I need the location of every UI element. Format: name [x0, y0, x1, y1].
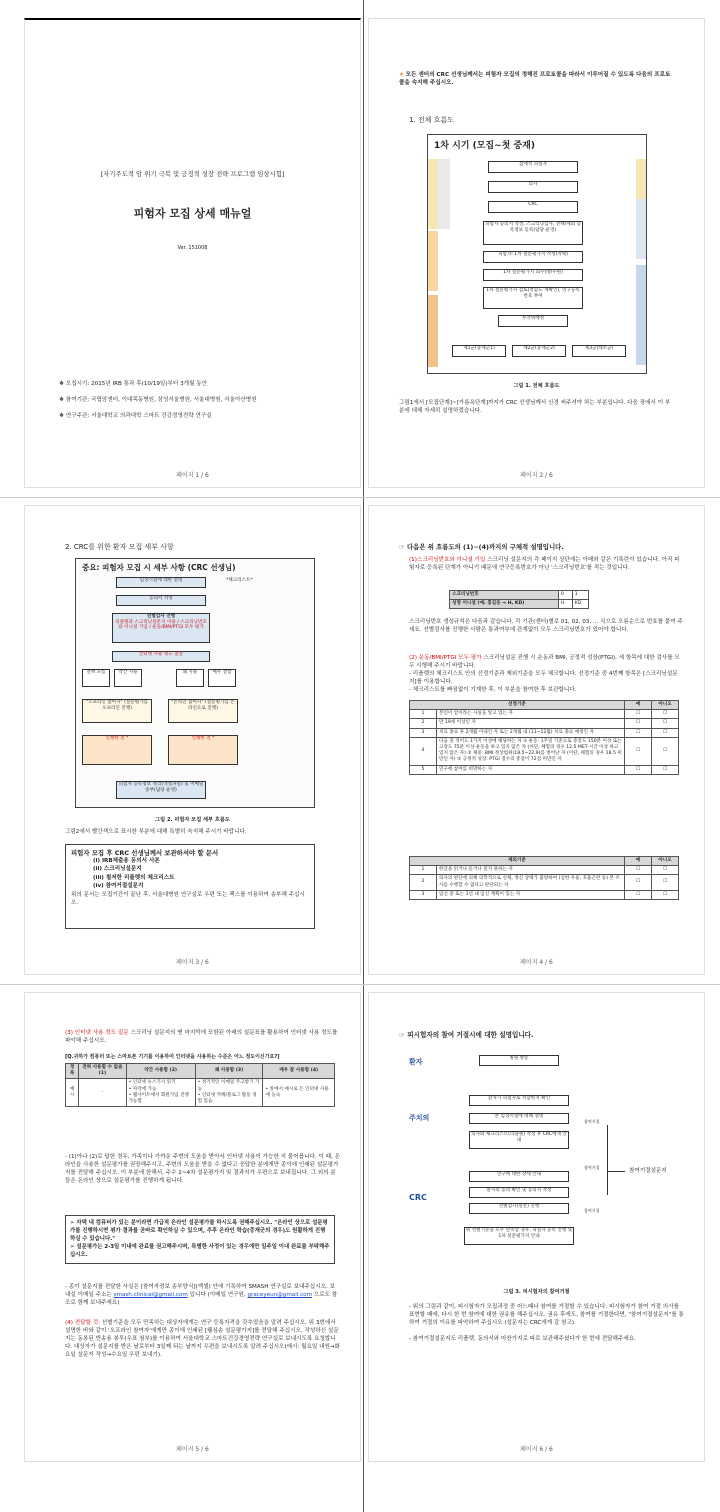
internet-use-table: 정목 전혀 사용할 수 없음 (1) 약간 사용함 (2) 꽤 사용함 (3) 매우 잘 사용함 (4) 예시 - • 인터넷 뉴스기사 읽기 • 자막에 가능 • 웹사이트에서 회원가입 진행 가능함 • 정기적인 이메일 주고받기 가능 • 인터넷 카페/블로그 활동 경험 있음 • 앞에서 예시로 든 인터넷 사용에 능숙: [65, 1063, 335, 1107]
page-number: 페이지 3 / 6: [176, 959, 209, 966]
flow-step: 선별검사(설문) 진행: [469, 1203, 569, 1214]
reject-label: 참여거절: [584, 1208, 600, 1213]
figure-caption: 그림 3. 피시험자의 참여거절: [503, 1289, 570, 1295]
intro-text: ✦ 모든 센터의 CRC 선생님께서는 피험자 모집의 정해진 프로토콜을 따라서 이루어질 수 있도록 다음의 프로토콜을 숙지해 주십시오.: [399, 72, 671, 87]
lane-right-3: [636, 265, 646, 365]
flow-step: 본 임상시험에 대해 설명: [469, 1113, 569, 1124]
checkbox[interactable]: ☐: [625, 719, 652, 728]
checkbox[interactable]: ☐: [625, 710, 652, 719]
online-participant: "온라인 참여자" (설문평가를 온라인으로 진행): [168, 699, 238, 723]
flow-diagram: [427, 134, 647, 374]
flow-step: 선별검사 진행 리플렛과 스크리닝설문지 이용 / 스크리닝번호와 이니셜 기입 / 운동/BMI/PTGI 모두 평가: [112, 613, 210, 643]
group-box: 제1군(중재군1): [452, 345, 506, 357]
figure-caption: 그림 2. 피험자 모집 세부 흐름도: [155, 817, 230, 823]
flow-step: 1차 설문평가지 회수(방/우편): [483, 269, 583, 281]
flow-step: 1차 설문평가지 검토(적합도 재확인), 연구등록번호 부여: [483, 287, 583, 309]
box-title: 피험자 모집 후 CRC 선생님께서 보관하셔야 할 문서: [71, 849, 219, 857]
center-divider: [363, 0, 364, 1512]
checkbox[interactable]: ☐: [652, 710, 679, 719]
checklist-label: *체크리스트*: [226, 578, 253, 583]
bullet-item: ❖ 참여기관: 국립암센터, 이대목동병원, 삼성서울병원, 서울대병원, 서울아산병원: [59, 397, 257, 404]
lane-right-1: [636, 159, 646, 199]
checkbox[interactable]: ☐: [652, 728, 679, 737]
checkbox[interactable]: ☐: [652, 875, 679, 890]
checkbox[interactable]: ☐: [625, 866, 652, 875]
version: Ver. 151008: [177, 245, 208, 251]
figure-caption: 그림 1. 전체 흐름도: [513, 383, 560, 389]
checkbox[interactable]: ☐: [652, 719, 679, 728]
checkbox[interactable]: ☐: [652, 890, 679, 899]
flow-step: 환자의 동의 확인 및 동의서 작성: [469, 1187, 569, 1198]
bullet-item: ❖ 연구주관: 서울대학교 의과대학 스마트 건강경영전략 연구실: [59, 413, 212, 420]
screening-id-table: 스크리닝번호 0 1 성명 이니셜 (예: 홍길동 → H, KD) H. KD: [449, 590, 589, 609]
lane-recruit: [428, 159, 438, 229]
lane-day0: [438, 159, 450, 229]
pre-step-right: 인쇄한 전 *: [168, 735, 238, 765]
program-title: [자기주도적 암 위기 극복 및 긍정적 성장 전략 프로그램 임상시험]: [100, 170, 285, 178]
checkbox[interactable]: ☐: [652, 866, 679, 875]
branch-box: 매우 잘함: [208, 669, 236, 687]
section-title: 2. CRC를 위한 환자 모집 세부 사항: [65, 543, 174, 551]
rejection-diagram: [409, 1053, 679, 1273]
checkbox[interactable]: ☐: [652, 765, 679, 774]
item-1: (1)스크리닝번호와 이니셜 기입 스크리닝 설문지의 각 페이지 상단에는 아래와 같은 기록란이 있습니다. 아직 피험자로 등록된 단계가 아니기 때문에 연구등록번호가 아닌 '스크리닝번호'를 적는 것입니다.: [409, 557, 680, 572]
flow-step: 임상시험에 대한 설명: [116, 577, 206, 588]
diamond-icon: ❖: [59, 381, 66, 387]
checkbox[interactable]: ☐: [625, 890, 652, 899]
item-3: (3) 인터넷 사용 정도 질문 스크리닝 설문지의 맨 마지막에 포함된 아래의 설문표를 활용하여 인터넷 사용 정도를 파악해 주십시오.: [65, 1030, 338, 1045]
diagram-title: 중요: 피험자 모집 시 세부 사항 (CRC 선생님): [82, 563, 236, 572]
flow-step: 병원 방문: [479, 1055, 559, 1066]
arrow-icon: ✦: [399, 72, 406, 78]
flow-step: 위 선별기준을 모두 만족할 경우, 피험자 등록 진행 및 1차 설문평가지 안내: [464, 1227, 574, 1245]
page-number: 페이지 5 / 6: [176, 1446, 209, 1453]
flow-step: CRC: [488, 201, 578, 213]
page-2: [368, 18, 705, 488]
flow-step: 잠재적 피험자: [488, 161, 578, 173]
page-number: 페이지 1 / 6: [176, 472, 209, 479]
lane-label: 환자: [409, 1058, 423, 1066]
group-box: 제2군(중재군2): [512, 345, 566, 357]
figure-note: 그림1에서 [모집단계]~[가름욕단계]까지가 CRC 선생님께서 신경 써주셔야 하는 부분입니다. 다음 장에서 이 부분에 대해 자세히 설명하겠습니다.: [399, 400, 671, 415]
email-link[interactable]: smash.clinical@gmail.com: [113, 1292, 188, 1299]
diagram-title: 1차 시기 (모집~첫 중재): [434, 141, 535, 151]
page-1: [24, 18, 361, 488]
lane-right-2: [636, 199, 646, 259]
page-6: [368, 992, 705, 1462]
flow-step: 의사: [488, 181, 578, 193]
note-1: - (1)아나 (2)로 답한 경우, 가족이나 가까운 주변의 도움을 받아서 인터넷 사용이 가능한 지 물어봅니다. 이 때, 온라인을 사용한 설문평가를 권장해주시고, 주변의 도움을 받을 수 없다고 응답한 분에게만 종이에 인쇄된 설문평가지를 전달해 주십시오. 이 부분에 한해서, 주수 2~4차 설문평가지 및 결과지가 우편으로 보내집니다. 그 외의 분들은 온라인 상으로 설문평가를 진행하게 됩니다.: [65, 1154, 340, 1185]
checkbox[interactable]: ☐: [625, 737, 652, 765]
checkbox[interactable]: ☐: [625, 765, 652, 774]
item-1-note: 스크리닝번호 생성규칙은 다음과 같습니다. 각 기관(센터)별로 01, 02, 03, ... 식으로 오름순으로 번호를 붙여 주세요. 선별검사를 진행한 사람은 통과여부에 관계없이 모두 스크리닝번호가 있어야 합니다.: [409, 619, 683, 634]
checkbox[interactable]: ☐: [652, 737, 679, 765]
documents-box: [65, 844, 315, 929]
section-title: 1. 전체 흐름도: [409, 116, 454, 124]
branch-box: 꽤 사용: [176, 669, 204, 687]
inclusion-table: 선정기준 예 아니오 1 본인이 암이라는 사실을 알고 있는 자 ☐ ☐ 2 만 19세 이상인 자 ☐ ☐ 3 치료 종료 후 2개월 이내인 자 또는 2개월 내 (11~12월) 치료 종료 예정인 자 ☐ ☐ 4 다음 중 적어도 1가지 이상에 해당하는 자 ① 운동: 1주일 기준으로 중강도 150분 이상 또는 고강도 75분 이상 운동을 하고 있지 않은 자 (이단, 체험의 경우 12.5 MET-시간 이상 하고 있지 않은 자) ② 체중: BMI 정상범위(18.5~22.9)를 벗어난 자 (이단, 체험의 경우 18.5 미만인 자) ③ 긍정적 성장: PTGI 점수의 총점이 72점 미만인 자 ☐ ☐ 5 연구에 참여를 희망하는 자 ☐ ☐: [409, 700, 679, 775]
branch-box: 전혀 모름: [82, 669, 110, 687]
figure-note: 그림2에서 빨간색으로 표시한 부분에 대해 특별히 숙지해 주시기 바랍니다.: [65, 829, 247, 835]
page-3: [24, 505, 361, 975]
page-5: [24, 992, 361, 1462]
flow-step: 동의서 작성: [116, 595, 206, 606]
flow-step: 피험자 등록정보 정리(엑셀파일) 및 이메일 송부(담당 운영): [116, 781, 206, 799]
manual-title: 피험자 모집 상세 매뉴얼: [133, 207, 252, 220]
lane-label: 주치의: [409, 1114, 430, 1122]
flow-step: 의사와 체크리스트(리플렛) 작성 후 CRC에게 안내: [469, 1131, 569, 1149]
pre-step-left: 인쇄한 전 *: [82, 735, 152, 765]
note-2: - 종이 설문지를 전달한 사실은 [참여자정보 송부양식](엑셀) 안에 기록하여 SMASH 연구실로 보내주십시오. 보내실 이메일 주소는 smash.clinical@gmail.com 입니다 (이메일 연구원, graceyeun@gmail.com 으로도 참조로 함께 보내주세요): [65, 1284, 338, 1307]
page-4: [368, 505, 705, 975]
flow-step: 환자가 피험자로 적합한지 확인: [469, 1095, 569, 1106]
heading: ☞ 피시험자의 참여 거절시에 대한 설명입니다.: [399, 1031, 534, 1039]
flow-step: 피험자 동의서 작성, 스크리닝검사, 선택/제외 등록정보 등록(담당 운영): [483, 221, 583, 245]
flow-step: 피험자: 1차 설문평가지 작성(자택): [483, 251, 583, 263]
flow-step: 인터넷 사용 정도 질문: [112, 651, 210, 662]
diamond-icon: ❖: [59, 397, 66, 404]
bullet-list: [59, 380, 350, 420]
offline-participant: "오프라인 참여자" (설문평가를 오프라인 진행): [82, 699, 152, 723]
item-2-bullets: - 리플렛의 체크리스트 안의 선정기준과 제외기준을 모두 체크합니다. 선정기준 중 4번째 항목은 [스크리닝설문지]를 이용합니다. - 체크리스트를 빠짐없이 기재한 후, 이 부분을 참여한 후 보관합니다.: [409, 671, 678, 694]
lane-step2: [428, 295, 438, 367]
page-number: 페이지 6 / 6: [520, 1446, 553, 1453]
bullet-item: ❖ 모집시기: 2015년 IRB 통과 후(10/19일)부터 3개월 동안: [59, 381, 208, 387]
item-2: (2) 운동/BMI/PTGI 모두 평가 스크리닝설문 진행 시 운동과 BMI, 긍정적 성장(PTGI), 세 항목에 대한 검사를 모두 시행해 주시기 바랍니다.: [409, 655, 680, 670]
arrow-icon: ☞: [399, 543, 407, 551]
branch-box: 약간 사용: [114, 669, 142, 687]
page-number: 페이지 4 / 6: [520, 959, 553, 966]
box-note: 위의 문서는 모집기간이 끝난 후, 서울대병원 연구실로 우편 또는 팩스를 이용하여 송부해 주십시오.: [71, 891, 305, 906]
flow-step: 무작위배정: [498, 315, 568, 327]
flow-step: 연구에 대한 상세 안내: [469, 1171, 569, 1182]
email-link[interactable]: graceyeun@gmail.com: [247, 1292, 313, 1299]
highlight-box: ➢ 자택 내 컴퓨터가 있는 분이라면 가급적 온라인 설문평가를 하시도록 권해주십시오. "온라인 상으로 설문평가를 진행하시면 평가 결과를 곧바로 확인하실 수 있으며, 추후 온라인 학습(중재군의 경우)도 원활하게 진행하실 수 있습니다." ➢ 설문평가는 2-3일 이내에 완료를 권고해주시며, 특별한 사정이 있는 경우에만 일주일 이내 완료를 부탁해주십시오.: [65, 1215, 335, 1264]
exclusion-table: 제외기준 예 아니오 1 한글을 읽거나 듣거나 읽지 못하는 자 ☐ ☐ 2 의사의 판단에 의해 의학적으로 신체, 정신 상태가 불량하여 (심한 우울, 호흡곤란 등) 본 조사를 수행할 수 없다고 판단되는 자 ☐ ☐ 3 임신 중 또는 1년 내 임신 계획이 있는 자 ☐ ☐: [409, 856, 679, 900]
reject-line: [607, 1125, 608, 1195]
reject-label: 참여거절: [584, 1165, 600, 1170]
lane-label: CRC: [409, 1193, 427, 1202]
checkbox[interactable]: ☐: [625, 875, 652, 890]
item-4: (4) 전달할 것: 선별기준을 모두 만족하는 대상자에게는 연구 등록자격을 갖추었음을 알려 주십시오. 위 3번에서 설명한 바와 같이 '오프라인 참여자'에게만 종이에 인쇄된 [웰심송 설문평가지]를 전달해 주십시오. 작성하신 설문지는 동봉된 반송용 봉투(우표 첨부)를 이용하여 서울대학교 스마트건강경영전략 연구실로 보내시도록 요청합니다. 대상자가 설문지를 받은 날로부터 3일째 되는 날까지 우편을 보내시도록 알려 주십시오(예시: 월요일 내원→화요일 설문지 작성→수요일 우편 보내기).: [65, 1320, 340, 1359]
bullets: - 위의 그림과 같이, 피시험자가 모집과정 중 어느때나 참여를 거절할 수 있습니다. 피시험자가 참여 거절 의사를 표현할 때에, 다시 한 번 참여에 대한 권유를 해주십시오. 권유 후에도, 참여를 거절한다면, "참여거절설문지"를 통하여 거절의 이유를 파악하여 주십시오 (설문지는 CRC에게 갈 참고). - 참여거절설문지도 리플렛, 동의서와 마찬가지로 따로 보관해주셨다가 한 번에 전달해주세요.: [409, 1304, 684, 1343]
lane-step1: [428, 231, 438, 291]
doc-list: (i) IRB제출용 동의서 사본 (ii) 스크리닝설문지 (iii) 철저한 리플렛의 체크리스트 (iv) 참여거절설문지: [93, 858, 175, 890]
diamond-icon: ❖: [59, 413, 66, 420]
detail-flow-diagram: [75, 558, 315, 808]
reject-label: 참여거절: [584, 1119, 600, 1124]
heading: ☞ 다음은 위 흐름도의 (1)~(4)까지의 구체적 설명입니다.: [399, 543, 564, 551]
reject-survey: 참여거절설문지: [629, 1168, 667, 1174]
row-divider-2: [0, 984, 720, 985]
question: [Q.귀하가 컴퓨터 또는 스마트폰 기기를 이용하여 인터넷을 사용하는 수준은 어느 정도이신가요?]: [65, 1054, 280, 1060]
group-box: 제3군(대조군): [572, 345, 626, 357]
checkbox[interactable]: ☐: [625, 728, 652, 737]
row-divider-1: [0, 497, 720, 498]
arrow-icon: ☞: [399, 1031, 408, 1039]
page-number: 페이지 2 / 6: [520, 472, 553, 479]
reject-arrow: [607, 1171, 625, 1172]
